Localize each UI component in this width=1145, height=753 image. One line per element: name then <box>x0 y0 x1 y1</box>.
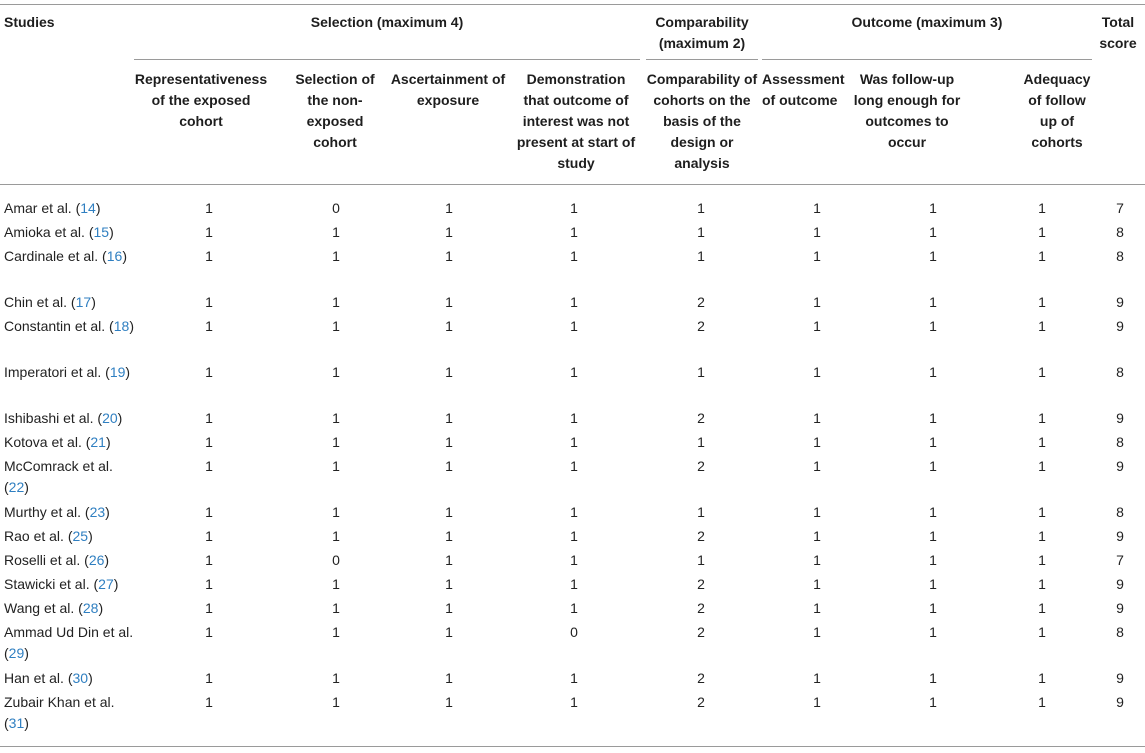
score-cell: 1 <box>445 224 453 240</box>
score-cell: 1 <box>813 434 821 450</box>
study-label: Kotova et al. <box>4 434 82 450</box>
score-cell: 1 <box>929 410 937 426</box>
score-cell: 1 <box>929 318 937 334</box>
score-cell: 1 <box>929 576 937 592</box>
score-cell: 1 <box>332 528 340 544</box>
score-cell: 1 <box>445 294 453 310</box>
score-cell: 1 <box>570 576 578 592</box>
reference-link[interactable]: 22 <box>8 479 25 495</box>
score-cell: 1 <box>697 364 705 380</box>
study-label: Rao et al. <box>4 528 64 544</box>
study-name: Stawicki et al. (27) <box>4 576 119 592</box>
score-cell: 0 <box>570 624 578 640</box>
score-cell: 1 <box>445 694 453 710</box>
reference-link[interactable]: 20 <box>102 410 118 426</box>
study-name: Zubair Khan et al. (31) <box>4 694 115 731</box>
total-score-cell: 7 <box>1116 200 1124 216</box>
score-cell: 1 <box>1038 434 1046 450</box>
score-cell: 1 <box>570 318 578 334</box>
study-name: Kotova et al. (21) <box>4 434 111 450</box>
study-name: Imperatori et al. (19) <box>4 364 131 380</box>
total-score-cell: 9 <box>1116 318 1124 334</box>
outcome-group-rule <box>762 59 1092 60</box>
score-cell: 1 <box>445 318 453 334</box>
reference-link[interactable]: 25 <box>72 528 89 544</box>
study-label: Han et al. <box>4 670 64 686</box>
study-label: Stawicki et al. <box>4 576 90 592</box>
study-label: Ammad Ud Din et al. <box>4 624 134 640</box>
score-cell: 1 <box>570 670 578 686</box>
score-cell: 0 <box>332 200 340 216</box>
score-cell: 1 <box>205 200 213 216</box>
score-cell: 1 <box>445 552 453 568</box>
score-cell: 1 <box>445 670 453 686</box>
total-score-cell: 9 <box>1116 458 1124 474</box>
score-cell: 1 <box>570 364 578 380</box>
score-cell: 1 <box>1038 248 1046 264</box>
score-cell: 1 <box>570 694 578 710</box>
score-cell: 1 <box>332 294 340 310</box>
score-cell: 1 <box>1038 364 1046 380</box>
score-cell: 1 <box>1038 200 1046 216</box>
score-cell: 1 <box>205 318 213 334</box>
score-cell: 1 <box>929 434 937 450</box>
score-cell: 1 <box>445 528 453 544</box>
study-name: Amioka et al. (15) <box>4 224 114 240</box>
total-score-cell: 8 <box>1116 364 1124 380</box>
score-cell: 2 <box>697 694 705 710</box>
study-label: Wang et al. <box>4 600 75 616</box>
score-cell: 1 <box>445 410 453 426</box>
score-cell: 1 <box>205 364 213 380</box>
score-cell: 1 <box>445 200 453 216</box>
score-cell: 1 <box>929 528 937 544</box>
total-score-cell: 9 <box>1116 528 1124 544</box>
score-cell: 1 <box>445 248 453 264</box>
subheader-follow-up-adequacy: Adequacy of follow up of cohorts <box>1023 71 1091 150</box>
total-score-cell: 8 <box>1116 248 1124 264</box>
total-score-cell: 8 <box>1116 504 1124 520</box>
reference-link[interactable]: 31 <box>8 715 25 731</box>
score-cell: 1 <box>570 600 578 616</box>
score-cell: 1 <box>1038 552 1046 568</box>
score-cell: 1 <box>1038 294 1046 310</box>
total-score-cell: 9 <box>1116 410 1124 426</box>
reference-link[interactable]: 27 <box>98 576 114 592</box>
score-cell: 1 <box>332 600 340 616</box>
score-cell: 2 <box>697 576 705 592</box>
score-cell: 1 <box>929 458 937 474</box>
score-cell: 2 <box>697 624 705 640</box>
score-cell: 2 <box>697 294 705 310</box>
study-name: Constantin et al. (18) <box>4 318 134 334</box>
subheader-non-exposed: Selection of the non-exposed cohort <box>295 71 375 150</box>
score-cell: 1 <box>205 670 213 686</box>
study-label: Chin et al. <box>4 294 68 310</box>
score-cell: 1 <box>570 434 578 450</box>
total-score-cell: 8 <box>1116 624 1124 640</box>
study-name: Roselli et al. (26) <box>4 552 110 568</box>
score-cell: 1 <box>813 458 821 474</box>
reference-link[interactable]: 29 <box>8 645 25 661</box>
score-cell: 1 <box>332 410 340 426</box>
score-cell: 1 <box>570 410 578 426</box>
score-cell: 1 <box>445 458 453 474</box>
study-name: Cardinale et al. (16) <box>4 248 127 264</box>
score-cell: 1 <box>1038 576 1046 592</box>
score-cell: 1 <box>929 694 937 710</box>
score-cell: 1 <box>205 248 213 264</box>
study-label: Roselli et al. <box>4 552 81 568</box>
score-cell: 1 <box>445 364 453 380</box>
score-cell: 1 <box>205 600 213 616</box>
study-label: Cardinale et al. <box>4 248 99 264</box>
reference-link[interactable]: 17 <box>75 294 92 310</box>
score-cell: 1 <box>813 552 821 568</box>
score-cell: 1 <box>813 576 821 592</box>
study-label: Amar et al. <box>4 200 72 216</box>
score-cell: 1 <box>332 576 340 592</box>
top-rule <box>0 4 1145 5</box>
score-cell: 1 <box>1038 458 1046 474</box>
total-score-cell: 9 <box>1116 294 1124 310</box>
score-cell: 1 <box>445 504 453 520</box>
score-cell: 1 <box>813 364 821 380</box>
selection-group-rule <box>134 59 640 60</box>
score-cell: 1 <box>332 224 340 240</box>
score-cell: 1 <box>205 224 213 240</box>
score-cell: 1 <box>929 200 937 216</box>
subheader-representativeness: Representativeness of the exposed cohort <box>134 71 268 129</box>
score-cell: 1 <box>813 294 821 310</box>
study-name: Amar et al. (14) <box>4 200 101 216</box>
comparability-group-rule <box>646 59 758 60</box>
score-cell: 2 <box>697 410 705 426</box>
score-cell: 1 <box>1038 528 1046 544</box>
score-cell: 2 <box>697 318 705 334</box>
score-cell: 1 <box>570 552 578 568</box>
group-header-selection: Selection (maximum 4) <box>310 14 464 30</box>
score-cell: 1 <box>570 248 578 264</box>
score-cell: 1 <box>1038 504 1046 520</box>
score-cell: 1 <box>205 504 213 520</box>
score-cell: 1 <box>813 410 821 426</box>
score-cell: 1 <box>813 200 821 216</box>
score-cell: 1 <box>570 504 578 520</box>
score-cell: 1 <box>332 434 340 450</box>
reference-link[interactable]: 19 <box>109 364 126 380</box>
score-cell: 1 <box>929 364 937 380</box>
score-cell: 1 <box>332 318 340 334</box>
score-cell: 1 <box>1038 224 1046 240</box>
score-cell: 1 <box>813 248 821 264</box>
study-name: Murthy et al. (23) <box>4 504 110 520</box>
reference-link[interactable]: 26 <box>88 552 105 568</box>
total-score-cell: 8 <box>1116 434 1124 450</box>
score-cell: 1 <box>205 576 213 592</box>
score-cell: 1 <box>1038 694 1046 710</box>
score-cell: 1 <box>445 576 453 592</box>
study-label: Amioka et al. <box>4 224 85 240</box>
total-score-cell: 8 <box>1116 224 1124 240</box>
score-cell: 1 <box>697 248 705 264</box>
reference-link[interactable]: 15 <box>93 224 110 240</box>
score-cell: 1 <box>332 364 340 380</box>
score-cell: 2 <box>697 670 705 686</box>
score-cell: 1 <box>813 670 821 686</box>
study-name: Rao et al. (25) <box>4 528 93 544</box>
study-name: Ishibashi et al. (20) <box>4 410 123 426</box>
reference-link[interactable]: 30 <box>72 670 89 686</box>
subheader-follow-up-length: Was follow-up long enough for outcomes to occur <box>853 71 961 150</box>
group-header-outcome: Outcome (maximum 3) <box>851 14 1003 30</box>
score-cell: 1 <box>697 224 705 240</box>
score-cell: 1 <box>332 694 340 710</box>
score-cell: 0 <box>332 552 340 568</box>
total-score-cell: 9 <box>1116 694 1124 710</box>
score-cell: 2 <box>697 528 705 544</box>
study-name: Ammad Ud Din et al. (29) <box>4 624 134 661</box>
score-cell: 1 <box>813 694 821 710</box>
score-cell: 1 <box>813 318 821 334</box>
score-cell: 1 <box>205 410 213 426</box>
score-cell: 1 <box>445 624 453 640</box>
study-name: McComrack et al. (22) <box>4 458 113 495</box>
score-cell: 1 <box>1038 600 1046 616</box>
score-cell: 1 <box>929 294 937 310</box>
reference-link[interactable]: 16 <box>106 248 123 264</box>
score-cell: 2 <box>697 600 705 616</box>
reference-link[interactable]: 28 <box>82 600 99 616</box>
score-cell: 1 <box>929 224 937 240</box>
study-label: Murthy et al. <box>4 504 82 520</box>
reference-link[interactable]: 18 <box>113 318 130 334</box>
score-cell: 1 <box>445 600 453 616</box>
study-label: Zubair Khan et al. <box>4 694 115 710</box>
score-cell: 1 <box>697 552 705 568</box>
bottom-rule <box>0 746 1145 747</box>
score-cell: 1 <box>332 458 340 474</box>
score-cell: 1 <box>205 458 213 474</box>
score-cell: 1 <box>205 624 213 640</box>
study-label: Imperatori et al. <box>4 364 102 380</box>
score-cell: 1 <box>332 248 340 264</box>
score-cell: 1 <box>697 504 705 520</box>
score-cell: 1 <box>570 224 578 240</box>
group-header-comparability: Comparability (maximum 2) <box>655 14 749 51</box>
study-name: Wang et al. (28) <box>4 600 104 616</box>
score-cell: 1 <box>929 600 937 616</box>
score-cell: 1 <box>570 458 578 474</box>
score-cell: 1 <box>1038 318 1046 334</box>
score-cell: 1 <box>205 294 213 310</box>
total-score-cell: 9 <box>1116 600 1124 616</box>
score-cell: 1 <box>205 528 213 544</box>
score-cell: 1 <box>570 200 578 216</box>
study-label: McComrack et al. <box>4 458 113 474</box>
score-cell: 1 <box>1038 670 1046 686</box>
score-cell: 1 <box>205 434 213 450</box>
score-cell: 1 <box>205 694 213 710</box>
score-cell: 1 <box>1038 410 1046 426</box>
col-header-studies: Studies <box>4 14 55 30</box>
score-cell: 1 <box>1038 624 1046 640</box>
score-cell: 1 <box>813 528 821 544</box>
score-cell: 1 <box>570 294 578 310</box>
score-cell: 1 <box>813 504 821 520</box>
score-cell: 1 <box>929 504 937 520</box>
header-bottom-rule <box>0 184 1145 185</box>
study-label: Constantin et al. <box>4 318 106 334</box>
score-cell: 1 <box>813 600 821 616</box>
score-cell: 1 <box>697 434 705 450</box>
score-cell: 1 <box>697 200 705 216</box>
score-cell: 1 <box>332 504 340 520</box>
score-cell: 1 <box>205 552 213 568</box>
reference-link[interactable]: 14 <box>80 200 96 216</box>
study-name: Chin et al. (17) <box>4 294 96 310</box>
score-cell: 1 <box>929 670 937 686</box>
score-cell: 1 <box>929 624 937 640</box>
total-score-cell: 9 <box>1116 576 1124 592</box>
study-label: Ishibashi et al. <box>4 410 94 426</box>
subheader-assessment: Assessment of outcome <box>762 71 845 108</box>
subheader-comparability: Comparability of cohorts on the basis of the design or analysis <box>646 71 758 171</box>
score-cell: 1 <box>570 528 578 544</box>
score-cell: 1 <box>929 552 937 568</box>
reference-link[interactable]: 21 <box>90 434 106 450</box>
score-cell: 1 <box>929 248 937 264</box>
score-cell: 1 <box>813 624 821 640</box>
score-cell: 1 <box>332 670 340 686</box>
col-header-total-score: Total score <box>1099 14 1137 51</box>
subheader-ascertainment: Ascertainment of exposure <box>390 71 506 108</box>
study-name: Han et al. (30) <box>4 670 93 686</box>
score-cell: 1 <box>813 224 821 240</box>
total-score-cell: 9 <box>1116 670 1124 686</box>
score-cell: 1 <box>445 434 453 450</box>
score-cell: 2 <box>697 458 705 474</box>
subheader-demonstration: Demonstration that outcome of interest was not present at start of study <box>516 71 636 171</box>
reference-link[interactable]: 23 <box>89 504 106 520</box>
total-score-cell: 7 <box>1116 552 1124 568</box>
score-cell: 1 <box>332 624 340 640</box>
